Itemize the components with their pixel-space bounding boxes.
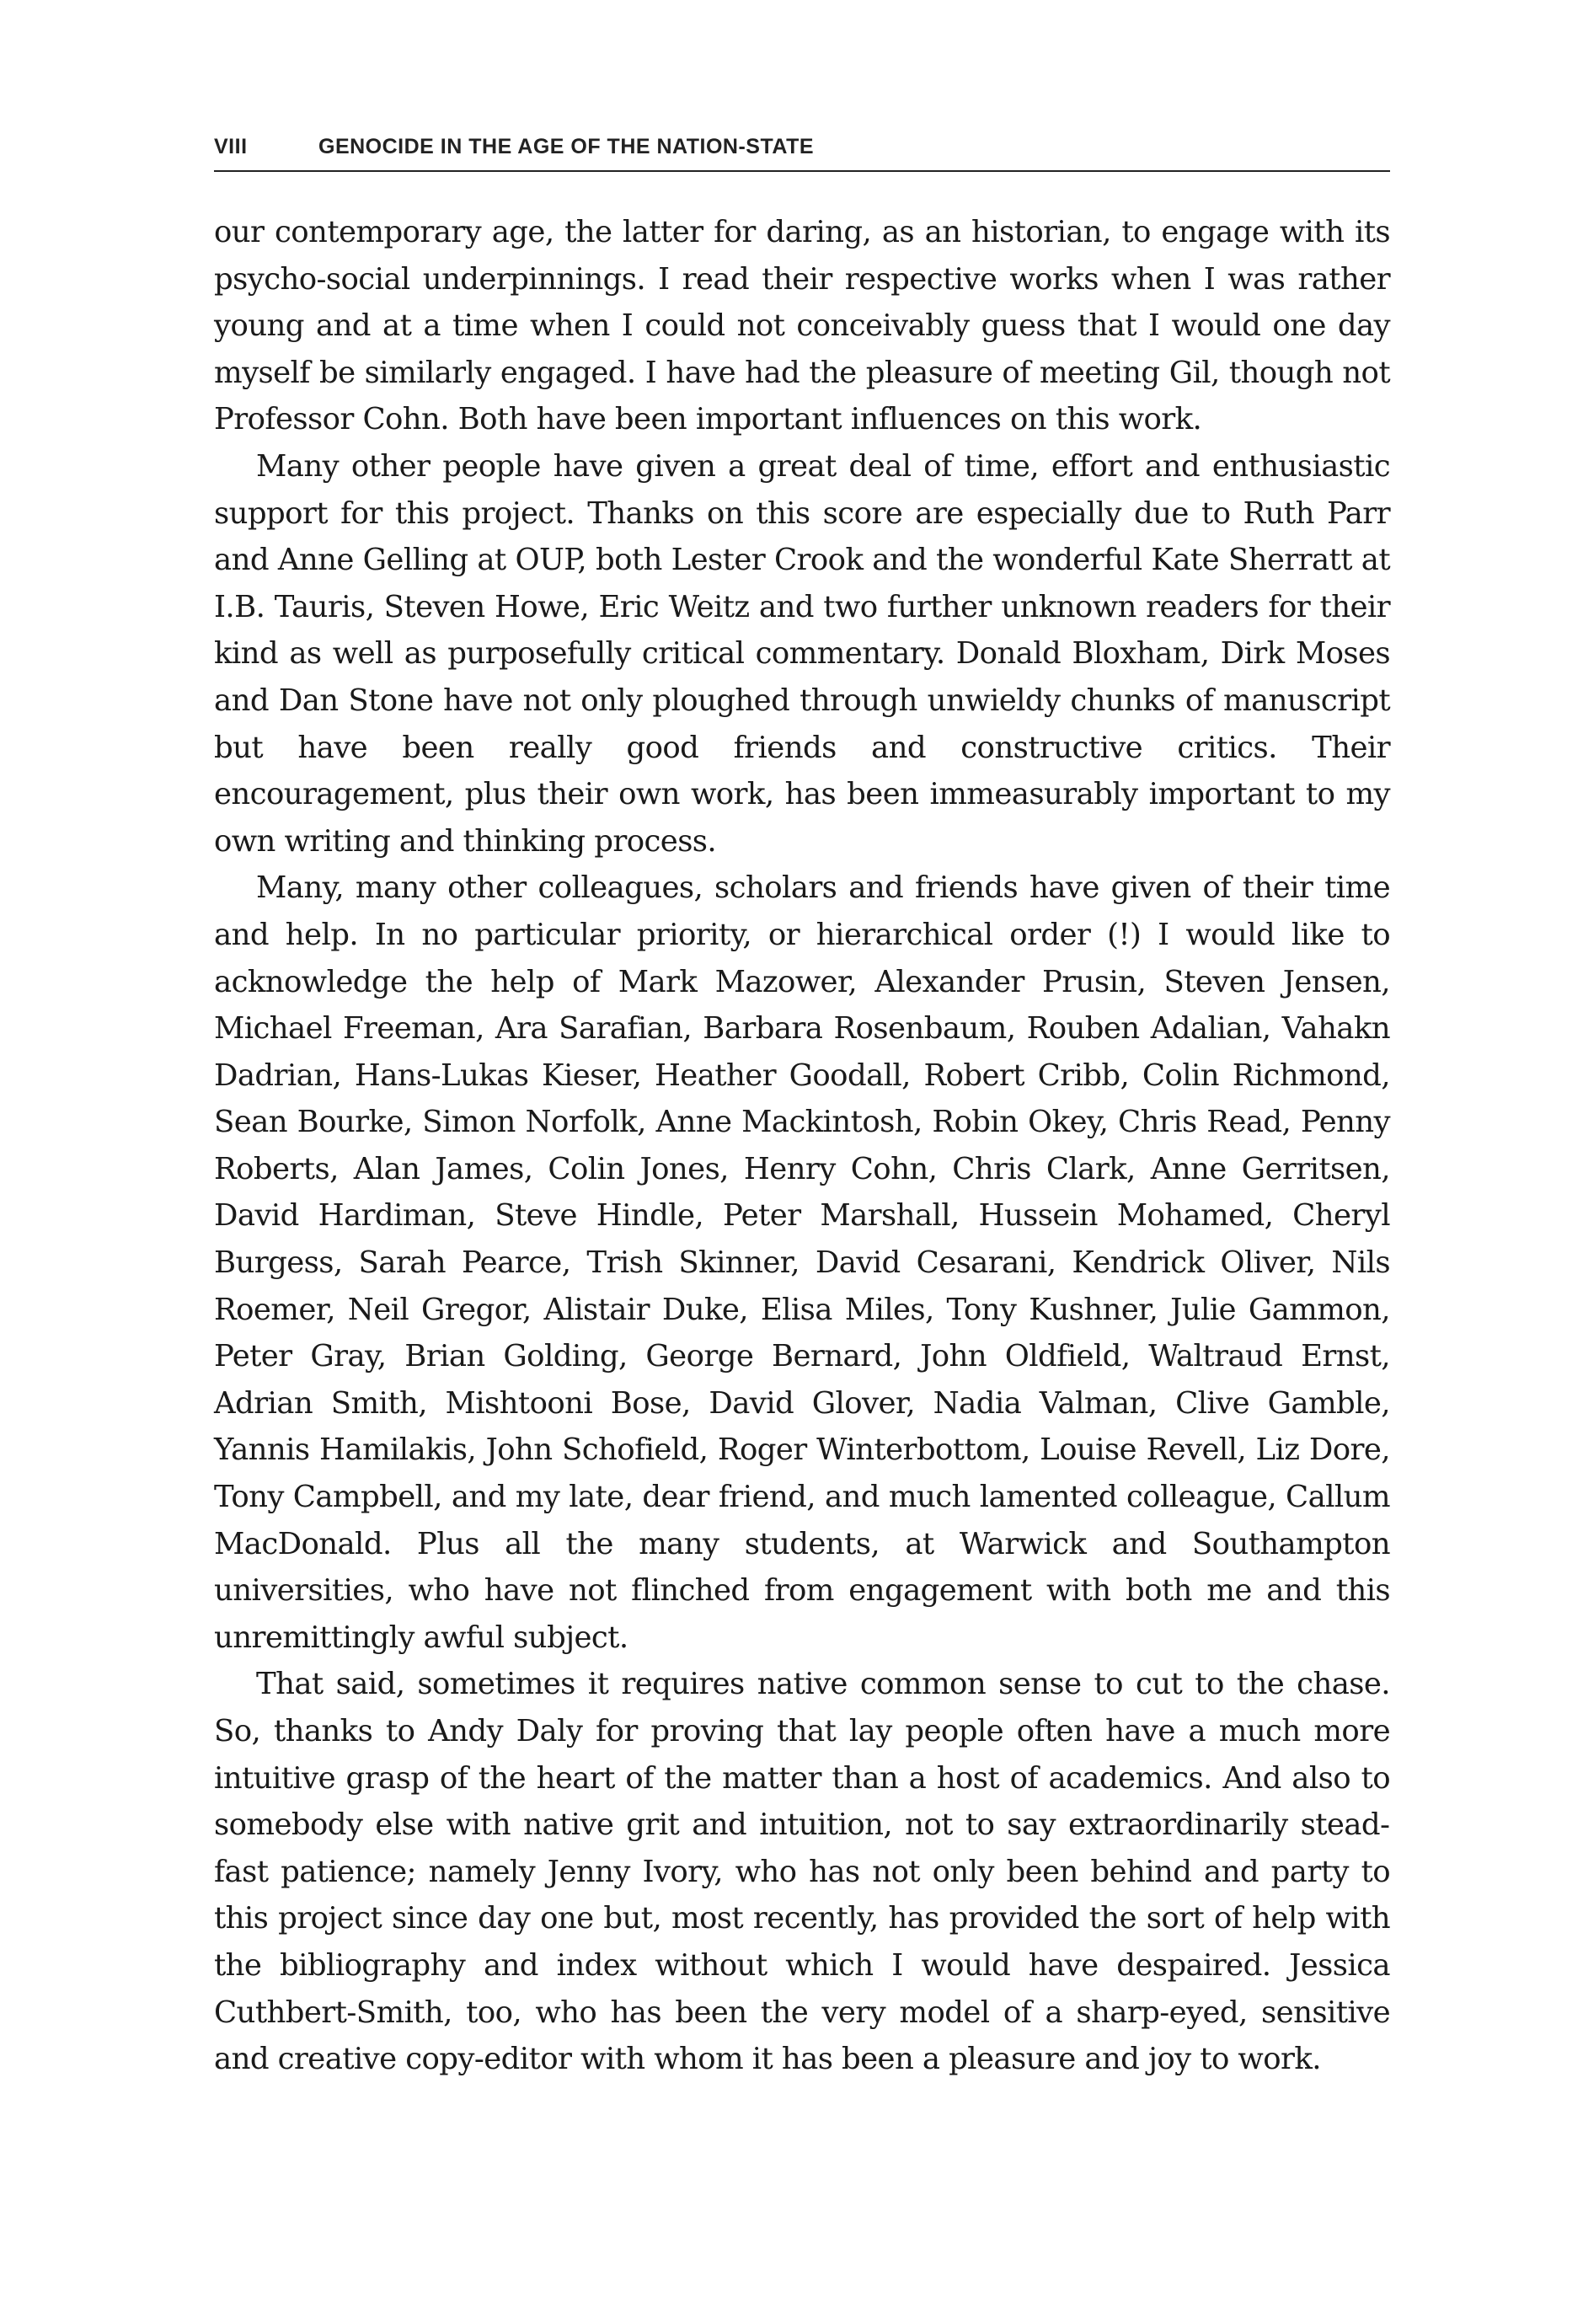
page-number: VIII bbox=[214, 135, 248, 158]
paragraph-colleagues-list: Many, many other colleagues, scholars and friends have given of their time and help. In no particular priority, or hierarchical order (!) I would like to acknowledge the help of Mark Mazower, Alexander Prusin, Steven Jensen, Michael Freeman, Ara Sarafian, Barbara Rosenbaum, Rouben Adalian, Vahakn Dadrian, Hans-Lukas Kieser, Heather Goodall, Robert Cribb, Colin Richmond, Sean Bourke, Simon Norfolk, Anne Mackintosh, Robin Okey, Chris Read, Penny Roberts, Alan James, Colin Jones, Henry Cohn, Chris Clark, Anne Gerritsen, David Hardiman, Steve Hindle, Peter Marshall, Hussein Mohamed, Cheryl Burgess, Sarah Pearce, Trish Skinner, David Cesarani, Kendrick Oliver, Nils Roemer, Neil Gregor, Alistair Duke, Elisa Miles, Tony Kushner, Julie Gammon, Peter Gray, Brian Golding, George Bernard, John Oldfield, Waltraud Ernst, Adrian Smith, Mishtooni Bose, David Glover, Nadia Valman, Clive Gamble, Yannis Hamilakis, John Schofield, Roger Winterbottom, Louise Revell, Liz Dore, Tony Campbell, and my late, dear friend, and much lamented colleague, Callum MacDonald. Plus all the many students, at Warwick and Southampton universities, who have not flinched from engagement with both me and this unremittingly awful subject. bbox=[214, 870, 1390, 1655]
paragraph-thanks-support: Many other people have given a great deal of time, effort and enthusiastic support for this project. Thanks on this score are especially due to Ruth Parr and Anne Gelling at OUP, both Lester Crook and the wonderful Kate Sherratt at I.B. Tauris, Steven Howe, Eric Weitz and two further unknown readers for their kind as well as purposefully critical commentary. Donald Bloxham, Dirk Moses and Dan Stone have not only ploughed through unwieldy chunks of manuscript but have been really good friends and constructive critics. Their encouragement, plus their own work, has been immeasurably important to my own writing and thinking process. bbox=[214, 448, 1390, 859]
paragraph-closing-thanks: That said, sometimes it requires native common sense to cut to the chase. So, thanks to Andy Daly for proving that lay people often have a much more intuitive grasp of the heart of the matter than a host of academics. And also to somebody else with native grit and intuition, not to say extraordinarily steadfast patience; namely Jenny Ivory, who has not only been behind and party to this project since day one but, most recently, has provided the sort of help with the bibliography and index without which I would have despaired. Jessica Cuthbert-Smith, too, who has been the very model of a sharp-eyed, sensitive and creative copy-editor with whom it has been a pleasure and joy to work. bbox=[214, 1667, 1390, 2077]
running-title: GENOCIDE IN THE AGE OF THE NATION-STATE bbox=[318, 135, 815, 158]
body-text bbox=[214, 209, 1390, 2083]
paragraph-continuation: our contemporary age, the latter for daring, as an historian, to engage with its psycho-social underpinnings. I read their respective works when I was rather young and at a time when I could not conceivably guess that I would one day myself be similarly engaged. I have had the pleasure of meeting Gil, though not Professor Cohn. Both have been important influences on this work. bbox=[214, 215, 1390, 437]
running-header bbox=[214, 135, 1390, 172]
